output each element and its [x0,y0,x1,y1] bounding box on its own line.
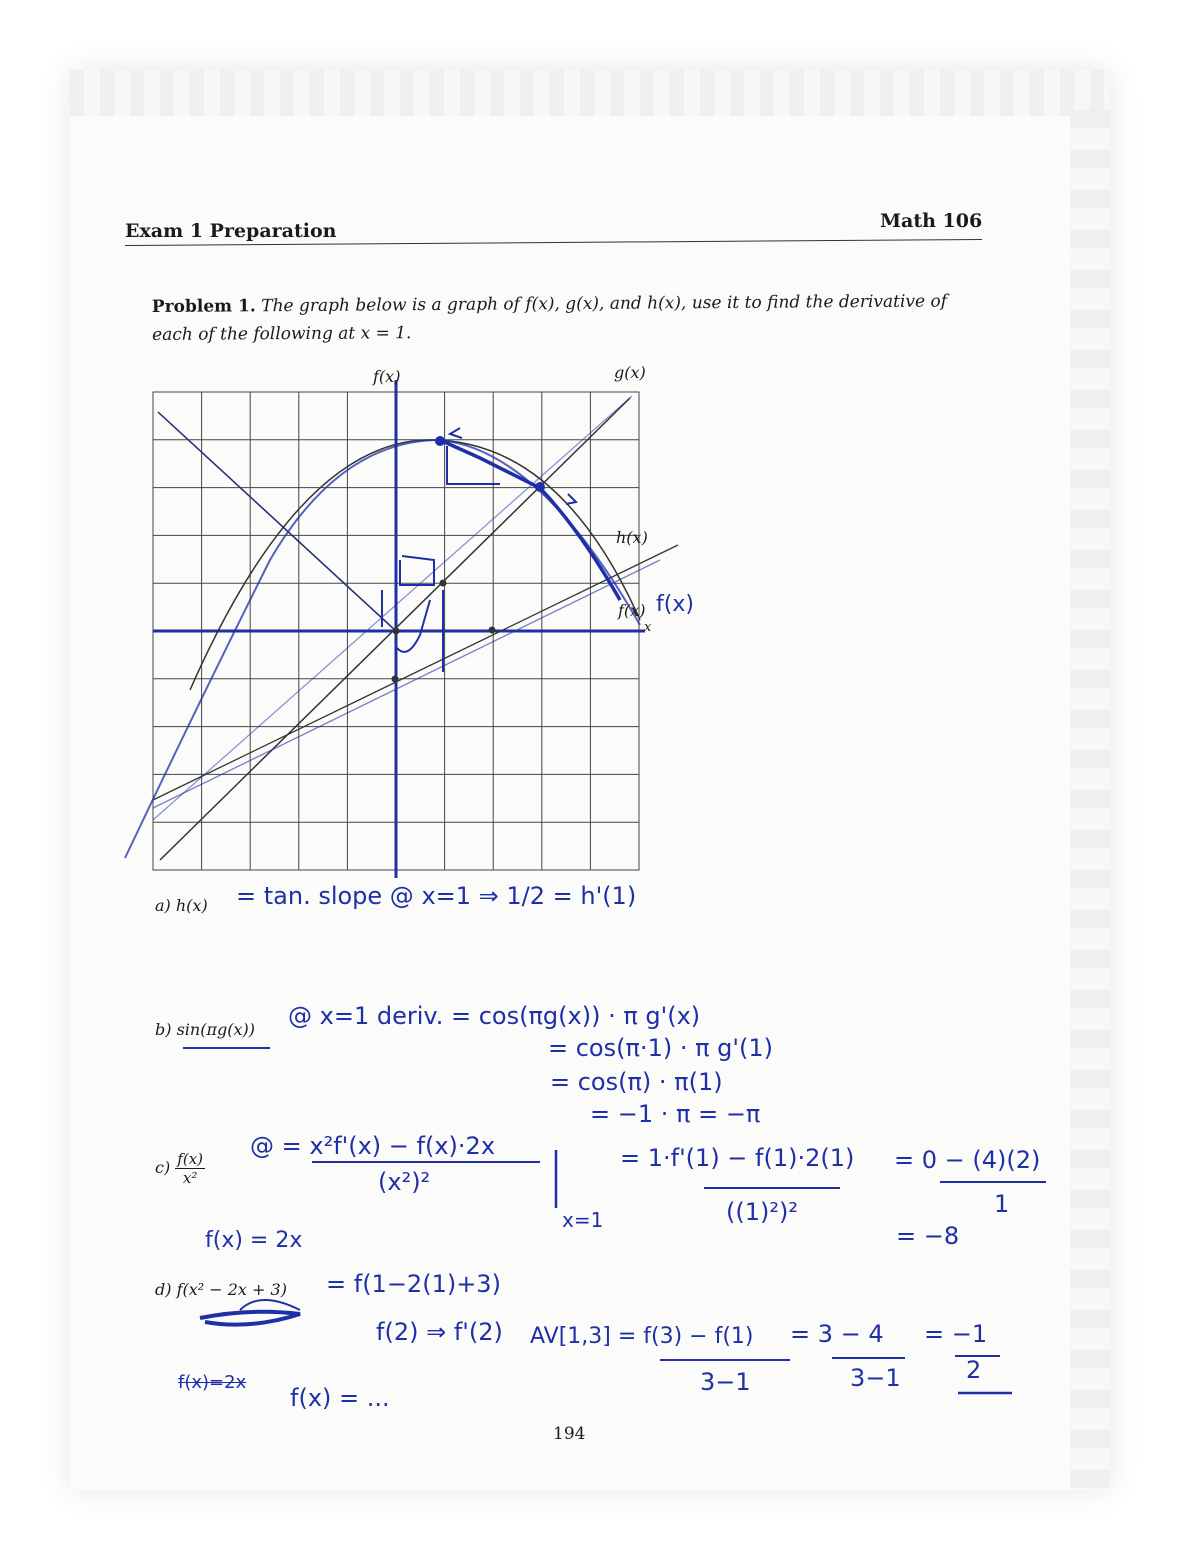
label-g-top: g(x) [614,363,646,382]
hw-b-line1: @ x=1 deriv. = cos(πg(x)) · π g'(x) [288,1002,701,1030]
header-right-title: Math 106 [880,210,983,232]
hw-d-ans: = −1 [924,1320,988,1348]
hw-b-line3: = cos(π) · π(1) [550,1068,723,1096]
hw-d-line2: f(2) ⇒ f'(2) [376,1318,503,1346]
hw-b-line2: = cos(π·1) · π g'(1) [548,1034,773,1062]
g-line-ink [153,396,632,820]
hw-d-line3b: 3−1 [850,1364,901,1392]
point-origin [393,628,400,635]
page-number: 194 [553,1424,586,1444]
label-h-right: h(x) [616,528,648,547]
point-g1 [440,580,447,587]
point-max [435,436,445,446]
hw-d-line1: = f(1−2(1)+3) [326,1270,501,1298]
question-d: d) f(x² − 2x + 3) [155,1280,287,1299]
point-tangent [535,482,545,492]
hw-c-line4: = −8 [896,1222,960,1250]
hw-d-av: AV[1,3] = f(3) − f(1) [530,1324,754,1349]
arrow-icon [566,494,576,504]
label-x-axis: x [644,620,652,635]
question-c-label: c) [155,1158,171,1177]
tangent-line-2 [153,560,660,808]
question-c-num: f(x) [177,1150,204,1168]
question-c-den: x² [182,1169,198,1187]
point-root [489,627,496,634]
f-curve-ink [125,440,640,858]
hw-d-ans-den: 2 [966,1356,982,1384]
label-f-top: f(x) [373,367,401,386]
hw-c-line2: = 1·f'(1) − f(1)·2(1) [620,1144,855,1172]
question-b: b) sin(πg(x)) [155,1020,255,1039]
d-arc [240,1300,300,1310]
hw-d-fx: f(x) = ... [290,1384,390,1412]
hw-a-line: = tan. slope @ x=1 ⇒ 1/2 = h'(1) [236,882,637,910]
hw-c-line3b: 1 [994,1190,1010,1218]
hw-c-line1: @ = x²f'(x) − f(x)·2x [250,1132,496,1160]
point-intercept [392,676,399,683]
label-f-right: f(x) [618,601,646,620]
problem-label: Problem 1. [151,296,256,318]
wiggle-mark [397,600,430,652]
hw-c-line1b: (x²)² [378,1168,431,1196]
hw-c-line2b: ((1)²)² [726,1198,798,1226]
d-scratch-out [200,1312,300,1325]
question-a: a) h(x) [155,896,208,915]
arrow-left-icon [450,428,462,438]
hw-d-av-den: 3−1 [700,1368,751,1396]
problem-text: The graph below is a graph of f(x), g(x), and h(x), use it to find the derivative of each of the following at x = 1. [152,291,948,345]
hw-d-scratch: f(x)=2x [178,1372,247,1393]
hw-d-line3: = 3 − 4 [790,1320,884,1348]
hw-c-note: f(x) = 2x [205,1228,303,1253]
f-curve [190,440,640,690]
header-left-title: Exam 1 Preparation [125,220,337,242]
hw-c-line3: = 0 − (4)(2) [894,1146,1041,1174]
hw-b-line4: = −1 · π = −π [590,1100,761,1128]
h-curve-ink [440,440,620,600]
hw-graph-fx: f(x) [656,592,694,617]
question-c [155,1150,205,1187]
hw-c-eval: x=1 [562,1208,604,1232]
question-c-fraction [175,1150,205,1187]
